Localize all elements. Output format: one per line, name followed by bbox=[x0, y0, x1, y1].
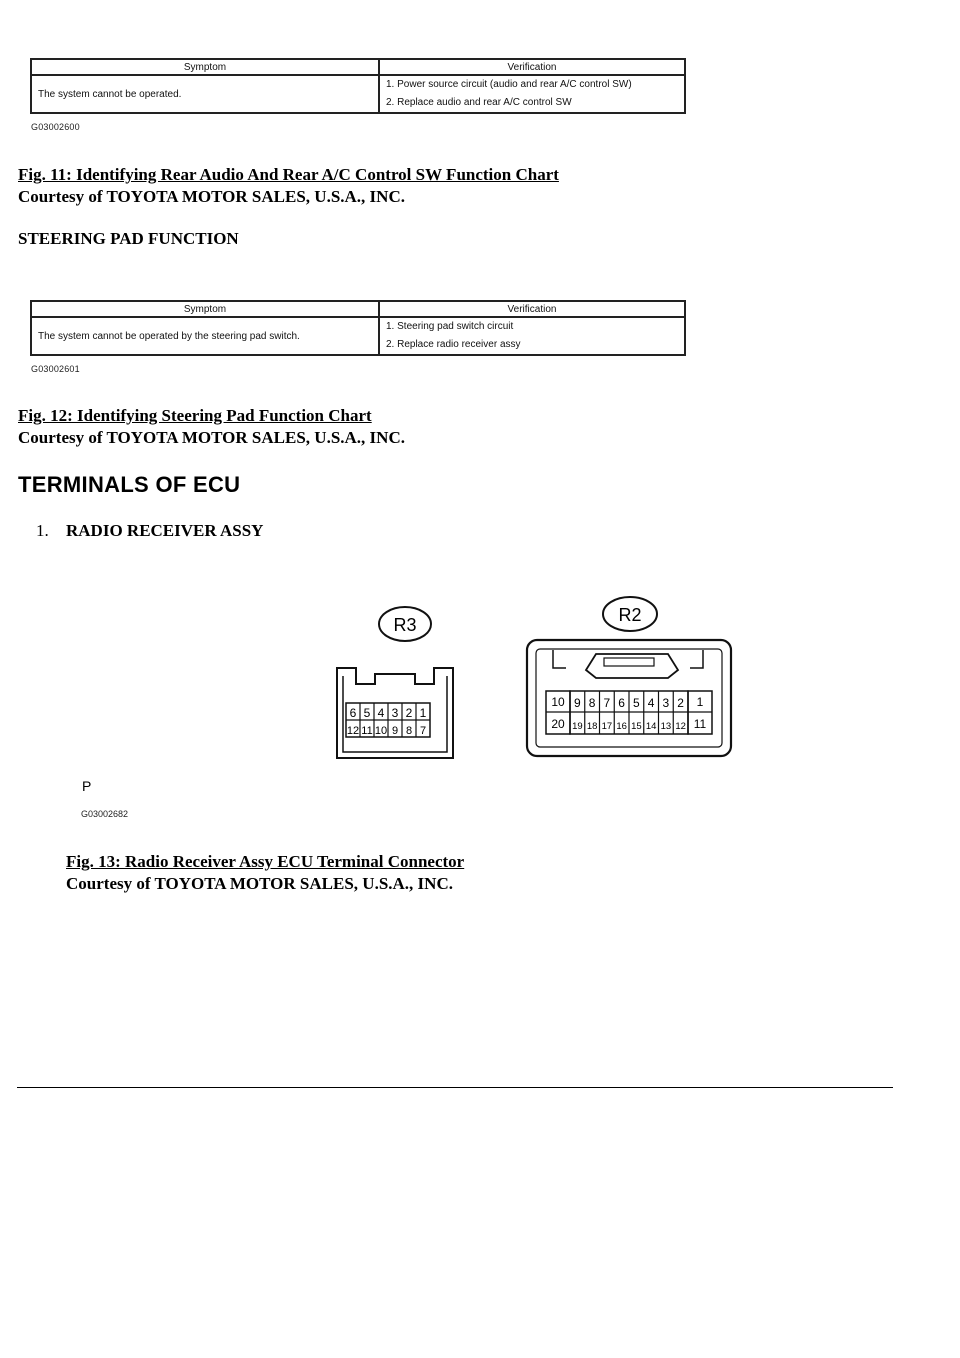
courtesy-line: Courtesy of TOYOTA MOTOR SALES, U.S.A., INC. bbox=[18, 187, 405, 206]
pin-number: 8 bbox=[405, 725, 413, 737]
terminals-heading: TERMINALS OF ECU bbox=[18, 472, 241, 497]
r2-guide-right bbox=[690, 650, 703, 668]
r2-lock-slot bbox=[604, 658, 654, 666]
courtesy-line: Courtesy of TOYOTA MOTOR SALES, U.S.A., INC. bbox=[66, 874, 453, 893]
pin-number: 12 bbox=[346, 725, 360, 737]
verification-line: 1. Power source circuit (audio and rear A/C control SW) bbox=[386, 79, 632, 90]
view-letter: P bbox=[82, 778, 92, 794]
page-divider bbox=[17, 1087, 893, 1088]
figure-title: Fig. 13: Radio Receiver Assy ECU Terminal Connector bbox=[66, 852, 465, 871]
pin-number: 5 bbox=[633, 696, 640, 710]
verification-line: 2. Replace audio and rear A/C control SW bbox=[386, 97, 572, 108]
symptom-cell: The system cannot be operated. bbox=[31, 75, 379, 113]
pin-number: 4 bbox=[647, 696, 655, 710]
pin-number: 12 bbox=[675, 721, 686, 732]
symptom-header: Symptom bbox=[31, 59, 379, 75]
pin-number: 11 bbox=[361, 725, 373, 737]
list-number: 1. bbox=[36, 521, 49, 540]
r3-connector bbox=[337, 607, 453, 758]
pin-number: 7 bbox=[419, 725, 427, 737]
pin-number: 6 bbox=[349, 706, 357, 720]
pin-number: 7 bbox=[603, 696, 611, 710]
pin-number: 10 bbox=[551, 695, 565, 709]
pin-number: 17 bbox=[601, 721, 613, 732]
pin-number: 2 bbox=[405, 706, 413, 720]
pin-number: 16 bbox=[616, 721, 627, 732]
pin-number: 1 bbox=[696, 695, 704, 709]
pin-number: 10 bbox=[374, 725, 388, 737]
courtesy-line: Courtesy of TOYOTA MOTOR SALES, U.S.A., INC. bbox=[18, 428, 405, 447]
figure-title: Fig. 12: Identifying Steering Pad Function Chart bbox=[18, 406, 372, 425]
r2-guide-left bbox=[553, 650, 566, 668]
pin-number: 6 bbox=[618, 696, 625, 710]
pin-number: 15 bbox=[631, 721, 642, 732]
pin-number: 14 bbox=[645, 721, 657, 732]
verification-header: Verification bbox=[379, 301, 685, 317]
verification-header: Verification bbox=[379, 59, 685, 75]
figure-code: G03002682 bbox=[81, 809, 129, 819]
figure-code: G03002601 bbox=[31, 364, 80, 374]
pin-number: 2 bbox=[677, 696, 684, 710]
r2-connector bbox=[527, 597, 731, 756]
pin-number: 9 bbox=[391, 725, 399, 737]
pin-number: 3 bbox=[391, 706, 399, 720]
verification-line: 2. Replace radio receiver assy bbox=[386, 339, 521, 350]
pin-number: 1 bbox=[419, 706, 427, 720]
pin-number: 9 bbox=[574, 696, 581, 710]
pin-number: 20 bbox=[551, 717, 565, 731]
pin-number: 5 bbox=[363, 706, 371, 720]
pin-number: 18 bbox=[586, 721, 598, 732]
pin-number: 11 bbox=[693, 717, 707, 731]
symptom-cell: The system cannot be operated by the steering pad switch. bbox=[31, 317, 379, 355]
pin-number: 8 bbox=[588, 696, 596, 710]
fig13-caption bbox=[66, 851, 464, 895]
pin-number: 13 bbox=[660, 721, 672, 732]
symptom-header: Symptom bbox=[31, 301, 379, 317]
figure-title: Fig. 11: Identifying Rear Audio And Rear A/C Control SW Function Chart bbox=[18, 165, 559, 184]
figure-code: G03002600 bbox=[31, 122, 80, 132]
r2-label: R2 bbox=[618, 605, 642, 625]
r3-label: R3 bbox=[393, 615, 417, 635]
pin-number: 19 bbox=[572, 721, 583, 732]
steering-pad-heading: STEERING PAD FUNCTION bbox=[18, 229, 239, 248]
verification-line: 1. Steering pad switch circuit bbox=[386, 321, 514, 332]
list-text: RADIO RECEIVER ASSY bbox=[66, 521, 264, 540]
pin-number: 4 bbox=[377, 706, 385, 720]
pin-number: 3 bbox=[662, 696, 670, 710]
